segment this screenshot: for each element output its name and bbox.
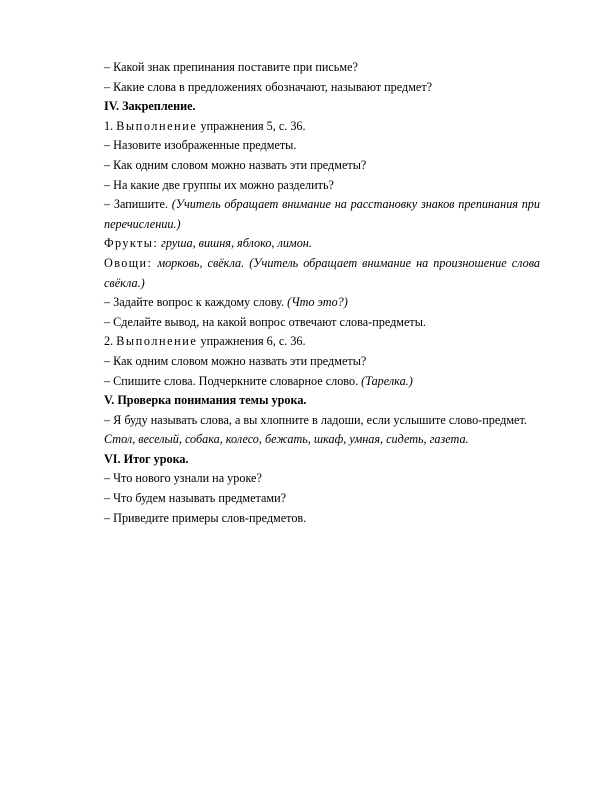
instruction-clap: – Я буду называть слова, а вы хлопните в ладоши, если услышите слово-предмет.: [104, 412, 527, 427]
instruction-write-down: [104, 195, 540, 234]
fruits-label: Фрукты:: [104, 236, 159, 251]
exercise-2-word: Выполнение: [116, 334, 198, 349]
document-page: [104, 58, 540, 528]
question-words-object: – Какие слова в предложениях обозначают, называют предмет?: [104, 79, 433, 94]
copy-words-text: – Спишите слова. Подчеркните словарное слово.: [104, 373, 362, 388]
instruction-name-objects: – Назовите изображенные предметы.: [104, 138, 297, 153]
teacher-note-punctuation: (Учитель обращает внимание на расстановку знаков препинания при перечислении.): [104, 197, 540, 231]
instruction-conclusion: – Сделайте вывод, на какой вопрос отвечают слова-предметы.: [104, 314, 426, 329]
section-heading-iv: IV. Закрепление.: [104, 99, 196, 114]
instruction-ask-question: [104, 293, 540, 313]
section-heading-v: V. Проверка понимания темы урока.: [104, 393, 307, 408]
exercise-1-number: 1.: [104, 118, 117, 133]
fruits-line: [104, 234, 540, 254]
copy-words-answer: (Тарелка.): [361, 373, 413, 388]
vegetables-line: [104, 254, 540, 293]
exercise-2-rest: упражнения 6, с. 36.: [197, 334, 306, 349]
question-what-new: – Что нового узнали на уроке?: [104, 471, 262, 486]
section-heading-vi: VI. Итог урока.: [104, 451, 189, 466]
question-two-groups: – На какие две группы их можно разделить?: [104, 177, 334, 192]
word-list: Стол, веселый, собака, колесо, бежать, шкаф, умная, сидеть, газета.: [104, 432, 469, 447]
ask-question-answer: (Что это?): [287, 295, 348, 310]
write-down-text: – Запишите.: [104, 197, 172, 212]
exercise-1-rest: упражнения 5, с. 36.: [197, 118, 306, 133]
exercise-1-word: Выполнение: [116, 118, 198, 133]
exercise-2-number: 2.: [104, 334, 117, 349]
question-punctuation: – Какой знак препинания поставите при письме?: [104, 60, 358, 74]
vegetables-label: Овощи:: [104, 255, 153, 270]
question-one-word: – Как одним словом можно назвать эти предметы?: [104, 157, 367, 172]
instruction-copy-words: [104, 372, 540, 392]
fruits-items: груша, вишня, яблоко, лимон.: [158, 236, 312, 251]
question-what-objects: – Что будем называть предметами?: [104, 491, 287, 506]
exercise-2-line: [104, 332, 540, 352]
vegetables-items: морковь, свёкла. (Учитель обращает внимание на произношение слова свёкла.): [104, 255, 540, 290]
ask-question-text: – Задайте вопрос к каждому слову.: [104, 295, 288, 310]
question-one-word-2: – Как одним словом можно назвать эти предметы?: [104, 353, 367, 368]
exercise-1-line: [104, 117, 540, 137]
instruction-examples: – Приведите примеры слов-предметов.: [104, 510, 307, 525]
